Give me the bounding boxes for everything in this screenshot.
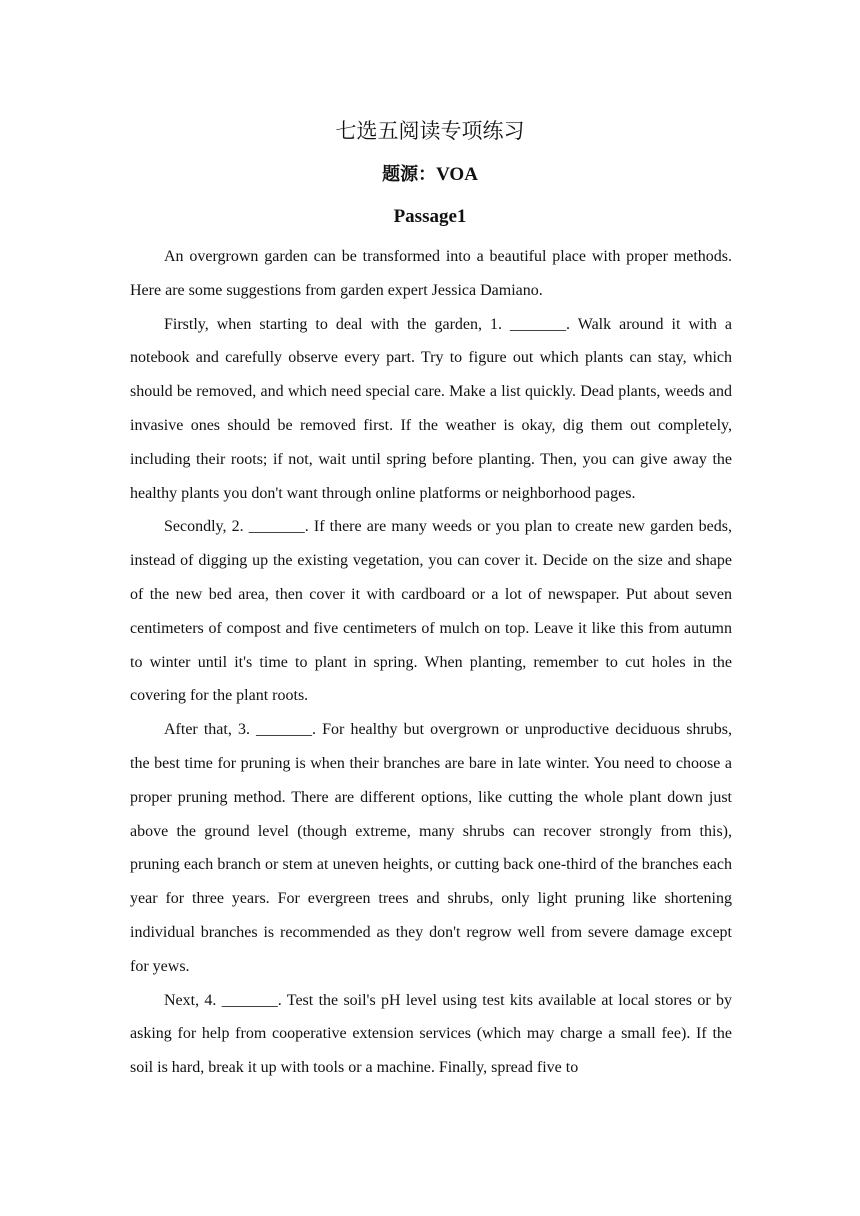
paragraph-next: Next, 4. _______. Test the soil's pH level using test kits available at local stores or by asking for help from cooperative extension services (which may charge a small fee). If the soil is hard, break it up with tools or a machine. Finally, spread five to: [130, 991, 732, 1077]
passage-title: Passage1: [393, 206, 467, 227]
paragraph-intro: An overgrown garden can be transformed into a beautiful place with proper methods. Here are some suggestions from garden expert Jessica Damiano.: [130, 248, 732, 299]
paragraph-after-that: After that, 3. _______. For healthy but overgrown or unproductive deciduous shrubs, the best time for pruning is when their branches are bare in late winter. You need to choose a proper pruning method. There are different options, like cutting the whole plant down just above the ground level (though extreme, many shrubs can recover strongly from this), pruning each branch or stem at uneven heights, or cutting back one-third of the branches each year for three years. For evergreen trees and shrubs, only light pruning like shortening individual branches is recommended as they don't regrow well from severe damage except for yews.: [130, 721, 732, 975]
page-title: 七选五阅读专项练习: [335, 119, 525, 143]
paragraph-firstly: Firstly, when starting to deal with the garden, 1. _______. Walk around it with a notebook and carefully observe every part. Try to figure out which plants can stay, which should be removed, and which need special care. Make a list quickly. Dead plants, weeds and invasive ones should be removed first. If the weather is okay, dig them out completely, including their roots; if not, wait until spring before planting. Then, you can give away the healthy plants you don't want through online platforms or neighborhood pages.: [130, 315, 732, 502]
source-value: VOA: [436, 164, 478, 185]
paragraph-secondly: Secondly, 2. _______. If there are many weeds or you plan to create new garden beds, instead of digging up the existing vegetation, you can cover it. Decide on the size and shape of the new bed area, then cover it with cardboard or a lot of newspaper. Put about seven centimeters of compost and five centimeters of mulch on top. Leave it like this from autumn to winter until it's time to plant in spring. When planting, remember to cut holes in the covering for the plant roots.: [130, 518, 732, 705]
source-label: 题源：: [382, 164, 437, 185]
source-line: [0, 160, 860, 186]
passage-body: [130, 240, 732, 1085]
